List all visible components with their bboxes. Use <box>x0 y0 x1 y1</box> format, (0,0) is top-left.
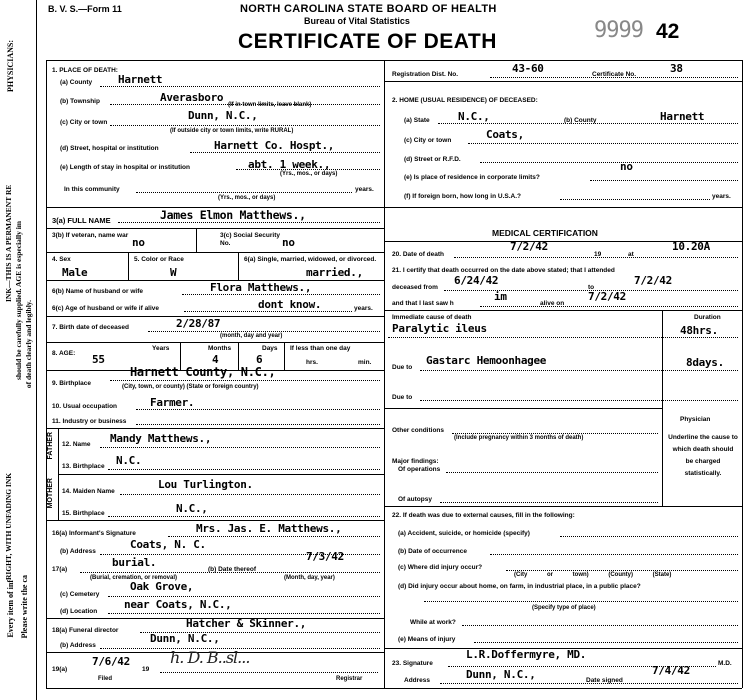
rule <box>110 125 380 126</box>
father-name-label: 12. Name <box>62 441 91 448</box>
rule <box>462 625 738 626</box>
where-note: (City or town) (County) (State) <box>514 572 672 578</box>
operations-label: Of operations <box>398 466 441 473</box>
last-seen-label: and that I last saw h <box>392 300 454 307</box>
certificate-page-number: 42 <box>656 20 680 43</box>
birth-date: 2/28/87 <box>176 317 221 330</box>
date-signed-label: Date signed <box>586 677 623 684</box>
rule <box>182 294 380 295</box>
alive-on-label: alive on <box>540 300 565 307</box>
registration-dist-label: Registration Dist. No. <box>392 71 459 78</box>
certificate-no: 38 <box>670 62 683 75</box>
rule <box>110 104 380 105</box>
pregnancy-note: (Include pregnancy within 3 months of death) <box>454 435 584 441</box>
burial-label: 17(a) <box>52 566 68 573</box>
informant-address-label: (b) Address <box>60 548 96 555</box>
veteran: no <box>132 236 145 249</box>
rule <box>128 252 129 280</box>
place-street-label: (d) Street, hospital or institution <box>60 145 159 152</box>
rule <box>420 400 738 401</box>
rule <box>46 252 384 253</box>
rule <box>100 86 380 87</box>
rule <box>440 502 658 503</box>
cemetery: Oak Grove, <box>130 580 194 593</box>
ssn-label: 3(c) Social Security No. <box>220 232 280 247</box>
rule <box>108 596 380 597</box>
rule <box>468 143 738 144</box>
mother-name-label: 14. Maiden Name <box>62 488 115 495</box>
duration-2: 8days. <box>686 356 724 369</box>
while-at-work-label: While at work? <box>410 619 456 626</box>
external-causes-label: 22. If death was due to external causes, fill in the following: <box>392 512 575 519</box>
due-to-label-2: Due to <box>392 394 413 401</box>
registration-dist: 43-60 <box>512 62 544 75</box>
months-label: Months <box>208 345 232 352</box>
form-number: B. V. S.—Form 11 <box>48 4 122 14</box>
certify-label: 21. I certify that death occurred on the date above stated; that I attended <box>392 267 615 274</box>
physician-signature: L.R.Doffermyre, MD. <box>466 648 587 661</box>
stamp-number: 9999 <box>594 18 643 43</box>
board-title: NORTH CAROLINA STATE BOARD OF HEALTH <box>240 3 497 15</box>
funeral-address: Dunn, N.C., <box>150 632 220 645</box>
place-township: Averasboro <box>160 91 224 104</box>
deceased-from-label: deceased from <box>392 284 438 291</box>
birth-note: (month, day and year) <box>220 333 283 339</box>
filed-date: 7/6/42 <box>92 655 130 668</box>
rule <box>238 252 239 280</box>
father-birthplace: N.C. <box>116 454 142 467</box>
certificate-no-label: Certificate No. <box>592 71 637 78</box>
attended-to: 7/2/42 <box>634 274 672 287</box>
home-county: Harnett <box>660 110 705 123</box>
frame-left <box>46 60 47 688</box>
rule <box>108 613 380 614</box>
color-label: 5. Color or Race <box>134 256 184 263</box>
page-title: CERTIFICATE OF DEATH <box>238 30 497 53</box>
rule <box>100 447 380 448</box>
stay-note: (Yrs., mos., or days) <box>280 171 338 177</box>
frame-bottom <box>46 688 742 689</box>
rule <box>58 474 384 475</box>
days-label: Days <box>262 345 278 352</box>
rule <box>560 199 710 200</box>
rule <box>506 570 738 571</box>
home-limits: no <box>620 160 633 173</box>
rule <box>424 601 738 602</box>
home-state-label: (a) State <box>404 117 430 124</box>
rule <box>168 536 380 537</box>
signature-label: 23. Signature <box>392 660 433 667</box>
home-label: 2. HOME (USUAL RESIDENCE) OF DECEASED: <box>392 97 538 104</box>
rule <box>384 81 742 82</box>
rule <box>490 554 738 555</box>
sex-label: 4. Sex <box>52 256 71 263</box>
filed-label-num: 19(a) <box>52 666 68 673</box>
rule <box>474 642 738 643</box>
age-months: 4 <box>212 353 219 366</box>
margin-every-item: Every item of inf <box>6 580 15 638</box>
rule <box>452 433 658 434</box>
rule <box>148 331 380 332</box>
major-findings-label: Major findings: <box>392 458 439 465</box>
birthplace-note: (City, town, or county) (State or foreign country) <box>122 384 259 390</box>
home-city: Coats, <box>486 128 524 141</box>
rule <box>384 310 742 311</box>
margin-rule <box>36 0 37 700</box>
color: W <box>170 266 177 279</box>
rule <box>118 222 380 223</box>
age-years: 55 <box>92 353 105 366</box>
rule <box>446 472 658 473</box>
mother-side-label: MOTHER <box>47 478 54 509</box>
md-label: M.D. <box>718 660 732 667</box>
frame-center <box>384 60 385 688</box>
rule <box>236 169 380 170</box>
where-injury-label: (c) Where did injury occur? <box>398 564 483 571</box>
rule <box>384 506 742 507</box>
spouse-age: dont know. <box>258 298 322 311</box>
place-street: Harnett Co. Hospt., <box>214 139 335 152</box>
location: near Coats, N.C., <box>124 598 232 611</box>
physician-address: Dunn, N.C., <box>466 668 536 681</box>
community-note: (Yrs., mos., or days) <box>218 195 276 201</box>
home-foreign-years: years. <box>712 193 731 200</box>
veteran-label: 3(b) If veteran, name war <box>52 232 129 239</box>
informant-signature: Mrs. Jas. E. Matthews., <box>196 522 342 535</box>
autopsy-label: Of autopsy <box>398 496 432 503</box>
rule <box>80 572 380 573</box>
rule <box>184 311 352 312</box>
filed-year: 19 <box>142 666 150 673</box>
accident-label: (a) Accident, suicide, or homicide (specify) <box>398 530 530 537</box>
registrar-signature: h. D. B..sl... <box>170 648 250 667</box>
full-name: James Elmon Matthews., <box>160 208 306 222</box>
rule <box>388 337 738 338</box>
father-side-label: FATHER <box>47 432 54 460</box>
hrs-label: hrs. <box>306 359 318 366</box>
home-county-label: (b) County <box>564 117 597 124</box>
rule <box>46 228 384 229</box>
frame-mid <box>46 207 742 208</box>
duration-1: 48hrs. <box>680 324 718 337</box>
cemetery-label: (c) Cemetery <box>60 591 100 598</box>
funeral-address-label: (b) Address <box>60 642 96 649</box>
spouse-age-label: 6(c) Age of husband or wife if alive <box>52 305 160 312</box>
father-name: Mandy Matthews., <box>110 432 212 445</box>
rule <box>110 380 380 381</box>
full-name-label: 3(a) FULL NAME <box>52 216 111 225</box>
home-city-label: (c) City or town <box>404 137 452 144</box>
rule <box>120 494 380 495</box>
father-birthplace-label: 13. Birthplace <box>62 463 105 470</box>
frame-right <box>742 60 743 688</box>
rule <box>46 520 384 521</box>
date-signed: 7/4/42 <box>652 664 690 677</box>
spouse-label: 6(b) Name of husband or wife <box>52 288 144 295</box>
home-injury-label: (d) Did injury occur about home, on farm, in industrial place, in a public place? <box>398 583 641 590</box>
rule <box>46 428 384 429</box>
place-city: Dunn, N.C., <box>188 109 258 122</box>
birthplace-label: 9. Birthplace <box>52 380 92 387</box>
birth-label: 7. Birth date of deceased <box>52 324 129 331</box>
frame-top <box>46 60 742 61</box>
funeral-director: Hatcher & Skinner., <box>186 617 307 630</box>
due-to-label: Due to <box>392 364 413 371</box>
filed-label: Filed <box>98 676 113 682</box>
rule <box>420 370 738 371</box>
industry-label: 11. Industry or business <box>52 418 127 425</box>
burial-note: (Burial, cremation, or removal) <box>90 575 178 581</box>
rule <box>136 192 352 193</box>
community-years: years. <box>355 186 374 193</box>
min-label: min. <box>358 359 372 366</box>
rule <box>46 342 384 343</box>
margin-write-cause: of death clearly and legibly. <box>24 300 33 389</box>
duration-label: Duration <box>694 314 721 321</box>
marital-label: 6(a) Single, married, widowed, or divorced. <box>244 256 377 263</box>
margin-unfading: RIGHT, WITH UNFADING INK <box>4 472 13 580</box>
margin-physicians: PHYSICIANS: <box>6 40 15 93</box>
rule <box>662 408 663 506</box>
rule <box>160 672 378 673</box>
registrar-label: Registrar <box>336 676 363 682</box>
last-seen: im <box>494 290 507 303</box>
burial-date-note: (Month, day, year) <box>284 575 335 581</box>
occurrence-label: (b) Date of occurrence <box>398 548 467 555</box>
place-label: 1. PLACE OF DEATH: <box>52 67 118 74</box>
margin-should-supply: should be carefully supplied. AGE is especially im <box>14 220 23 380</box>
ssn: no <box>282 236 295 249</box>
rule <box>438 123 738 124</box>
physician-note: Underline the cause to which death should be charged statistically. <box>668 434 738 477</box>
less-than-day-label: If less than one day <box>290 345 351 352</box>
occupation: Farmer. <box>150 396 195 409</box>
home-state: N.C., <box>458 110 490 123</box>
place-county: Harnett <box>118 73 163 86</box>
informant-label: 16(a) Informant's Signature <box>52 530 136 537</box>
home-limits-label: (e) Is place of residence in corporate limits? <box>404 174 540 181</box>
immediate-cause: Paralytic ileus <box>392 322 487 335</box>
rule <box>384 408 662 409</box>
death-date-label: 20. Date of death <box>392 251 445 258</box>
rule <box>136 424 380 425</box>
rule <box>196 228 197 252</box>
rule <box>480 162 738 163</box>
occupation-label: 10. Usual occupation <box>52 403 118 410</box>
rule <box>560 536 738 537</box>
rule <box>454 257 738 258</box>
death-time: 10.20A <box>672 240 710 253</box>
rule <box>108 469 380 470</box>
township-note: (If in town limits, leave blank) <box>228 102 312 108</box>
death-at-label: at <box>628 251 634 258</box>
margin-please-write: Please write the ca <box>20 575 29 639</box>
marital: married., <box>306 266 363 279</box>
birthplace: Harnett County, N.C., <box>130 365 276 379</box>
immediate-cause-label: Immediate cause of death <box>392 314 472 321</box>
spouse-age-years: years. <box>354 305 373 312</box>
funeral-director-label: 18(a) Funeral director <box>52 627 119 634</box>
years-label: Years <box>152 345 170 352</box>
informant-address: Coats, N. C. <box>130 538 206 551</box>
rule <box>662 310 663 408</box>
physician-title: Physician <box>680 416 711 423</box>
sex: Male <box>62 266 88 279</box>
rule <box>108 516 380 517</box>
attended-from: 6/24/42 <box>454 274 499 287</box>
place-stay: abt. 1 week., <box>248 158 331 171</box>
death-date: 7/2/42 <box>510 240 548 253</box>
death-year: 19 <box>594 251 602 258</box>
burial: burial. <box>112 556 157 569</box>
city-note: (If outside city or town limits, write RURAL) <box>170 128 294 134</box>
rule <box>590 180 738 181</box>
rule <box>480 306 738 307</box>
rule <box>284 342 285 370</box>
place-city-label: (c) City or town <box>60 119 108 126</box>
physician-address-label: Address <box>404 677 431 684</box>
bureau-title: Bureau of Vital Statistics <box>304 16 410 26</box>
location-label: (d) Location <box>60 608 98 615</box>
place-stay-label: (e) Length of stay in hospital or institution <box>60 164 190 171</box>
attended-to-label: to <box>588 284 595 291</box>
mother-birthplace: N.C., <box>176 502 208 515</box>
margin-ink-warning: INK—THIS IS A PERMANENT RE <box>4 184 13 302</box>
rule <box>440 683 738 684</box>
specify-place-note: (Specify type of place) <box>532 605 596 611</box>
home-street-label: (d) Street or R.F.D. <box>404 156 461 163</box>
rule <box>490 77 738 78</box>
burial-date: 7/3/42 <box>306 550 344 563</box>
age-label: 8. AGE: <box>52 350 76 357</box>
burial-date-label: (b) Date thereof <box>208 566 257 573</box>
cause-2: Gastarc Hemoonhagee <box>426 354 547 367</box>
spouse: Flora Matthews., <box>210 281 312 294</box>
mother-name: Lou Turlington. <box>158 478 253 491</box>
home-foreign-label: (f) If foreign born, how long in U.S.A.? <box>404 193 521 200</box>
community-label: In this community <box>64 186 120 193</box>
age-days: 6 <box>256 353 263 366</box>
means-injury-label: (e) Means of injury <box>398 636 456 643</box>
mother-birthplace-label: 15. Birthplace <box>62 510 105 517</box>
place-county-label: (a) County <box>60 79 93 86</box>
alive-on: 7/2/42 <box>588 290 626 303</box>
rule <box>136 409 380 410</box>
rule <box>190 152 380 153</box>
other-conditions-label: Other conditions <box>392 427 444 434</box>
medical-title: MEDICAL CERTIFICATION <box>492 228 598 238</box>
place-township-label: (b) Township <box>60 98 100 105</box>
